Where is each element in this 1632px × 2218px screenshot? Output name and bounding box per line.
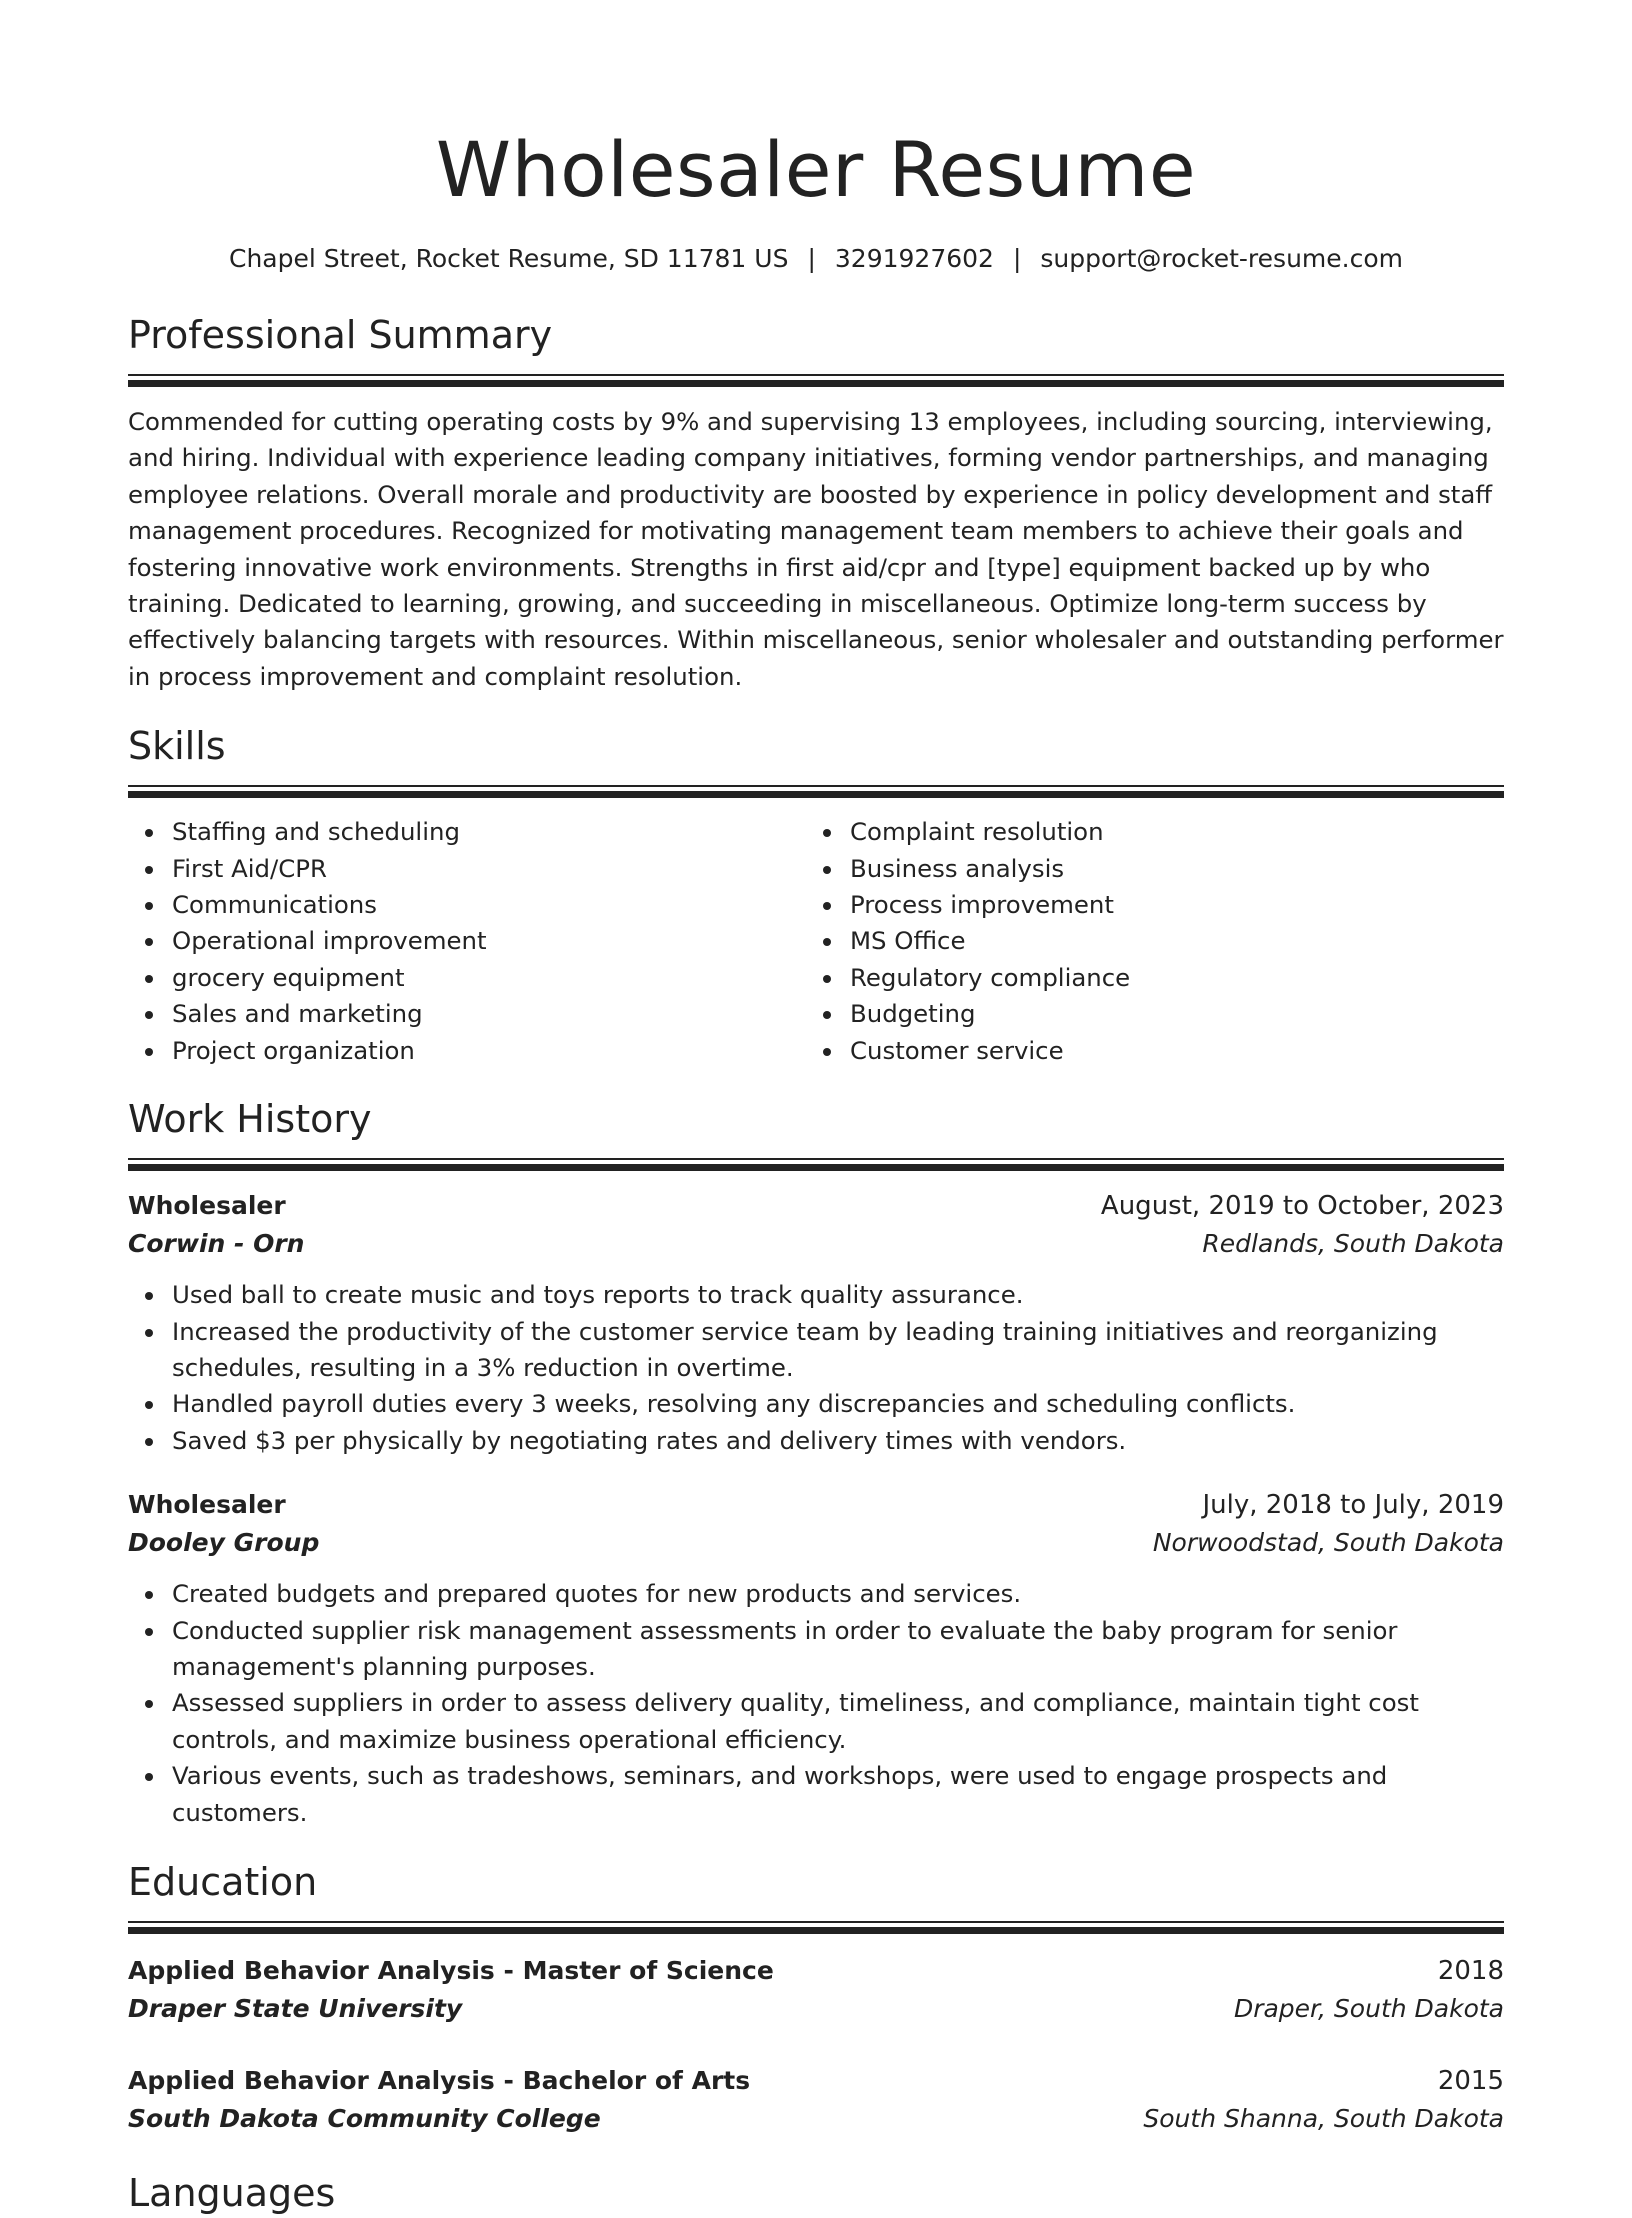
skills-grid [128, 814, 1504, 1069]
job-company-row [128, 1225, 1504, 1263]
job-dates: July, 2018 to July, 2019 [1202, 1490, 1504, 1521]
education-year: 2015 [1437, 2065, 1504, 2096]
summary-text: Commended for cutting operating costs by 9% and supervising 13 employees, including sourcing, interviewing, and hiring. Individual with experience leading company initiatives, forming vendor partnerships, and managing employee relations. Overall morale and productivity are boosted by experience in policy development and staff management procedures. Recognized for motivating management team members to achieve their goals and fostering innovative work environments. Strengths in first aid/cpr and [type] equipment backed up by who training. Dedicated to learning, growing, and succeeding in miscellaneous. Optimize long-term success by effectively balancing targets with resources. Within miscellaneous, senior wholesaler and outstanding performer in process improvement and complaint resolution. [128, 407, 1504, 691]
job-company: Corwin - Orn [128, 1229, 305, 1259]
resume-title: Wholesaler Resume [435, 125, 1197, 214]
education-school: Draper State University [128, 1993, 463, 2023]
job-entry [128, 1486, 1504, 1831]
job-bullet: Saved $3 per physically by negotiating rates and delivery times with vendors. [172, 1423, 1504, 1459]
education-year: 2018 [1437, 1955, 1504, 1986]
job-header-row [128, 1486, 1504, 1524]
job-bullet: Created budgets and prepared quotes for new products and services. [172, 1576, 1504, 1612]
skills-column-left [128, 814, 806, 1069]
job-dates: August, 2019 to October, 2023 [1100, 1191, 1504, 1222]
education-school: South Dakota Community College [128, 2103, 601, 2133]
job-bullet: Handled payroll duties every 3 weeks, resolving any discrepancies and scheduling conflicts. [172, 1386, 1504, 1422]
education-location: Draper, South Dakota [1233, 1993, 1504, 2023]
work-history-heading: Work History [128, 1097, 372, 1142]
education-entry [128, 2062, 1504, 2138]
skill-item: Sales and marketing [172, 996, 806, 1032]
skill-item: Customer service [850, 1033, 1484, 1069]
job-bullet: Used ball to create music and toys reports to track quality assurance. [172, 1277, 1504, 1313]
education-header-row [128, 2062, 1504, 2100]
section-divider [128, 374, 1504, 387]
job-bullet: Conducted supplier risk management assessments in order to evaluate the baby program for senior management's planning purposes. [172, 1613, 1504, 1686]
contact-address: Chapel Street, Rocket Resume, SD 11781 US [228, 244, 789, 273]
skill-item: Process improvement [850, 887, 1484, 923]
skill-item: First Aid/CPR [172, 851, 806, 887]
job-location: Norwoodstad, South Dakota [1152, 1528, 1504, 1558]
contact-line [128, 242, 1504, 276]
job-company-row [128, 1524, 1504, 1562]
skill-item: MS Office [850, 923, 1484, 959]
contact-separator: | [1012, 244, 1022, 273]
education-school-row [128, 1990, 1504, 2028]
skills-heading: Skills [128, 724, 226, 769]
job-bullet: Various events, such as tradeshows, seminars, and workshops, were used to engage prospects and customers. [172, 1758, 1504, 1831]
contact-phone: 3291927602 [834, 244, 994, 273]
section-divider [128, 1158, 1504, 1171]
education-location: South Shanna, South Dakota [1143, 2103, 1504, 2133]
job-title: Wholesaler [128, 1490, 286, 1520]
skill-item: Regulatory compliance [850, 960, 1484, 996]
job-header-row [128, 1187, 1504, 1225]
languages-heading: Languages [128, 2170, 336, 2215]
summary-heading: Professional Summary [128, 313, 553, 357]
job-title: Wholesaler [128, 1191, 286, 1221]
education-school-row [128, 2100, 1504, 2138]
skill-item: Communications [172, 887, 806, 923]
skill-item: Business analysis [850, 851, 1484, 887]
skill-item: grocery equipment [172, 960, 806, 996]
education-heading: Education [128, 1859, 318, 1904]
job-bullets [128, 1277, 1504, 1459]
section-divider [128, 1921, 1504, 1934]
job-bullet: Increased the productivity of the customer service team by leading training initiatives and reorganizing schedules, resulting in a 3% reduction in overtime. [172, 1314, 1504, 1387]
skill-item: Project organization [172, 1033, 806, 1069]
job-location: Redlands, South Dakota [1202, 1229, 1504, 1259]
education-degree: Applied Behavior Analysis - Master of Science [128, 1955, 774, 1985]
contact-email: support@rocket-resume.com [1040, 244, 1403, 273]
skills-column-right [806, 814, 1484, 1069]
job-company: Dooley Group [128, 1528, 320, 1558]
skill-item: Budgeting [850, 996, 1484, 1032]
section-divider [128, 785, 1504, 798]
skill-item: Complaint resolution [850, 814, 1484, 850]
education-entry [128, 1952, 1504, 2028]
education-degree: Applied Behavior Analysis - Bachelor of Arts [128, 2065, 751, 2095]
skill-item: Staffing and scheduling [172, 814, 806, 850]
contact-separator: | [807, 244, 816, 273]
job-bullet: Assessed suppliers in order to assess delivery quality, timeliness, and compliance, maintain tight cost controls, and maximize business operational efficiency. [172, 1685, 1504, 1758]
education-header-row [128, 1952, 1504, 1990]
skill-item: Operational improvement [172, 923, 806, 959]
job-entry [128, 1187, 1504, 1459]
job-bullets [128, 1576, 1504, 1831]
